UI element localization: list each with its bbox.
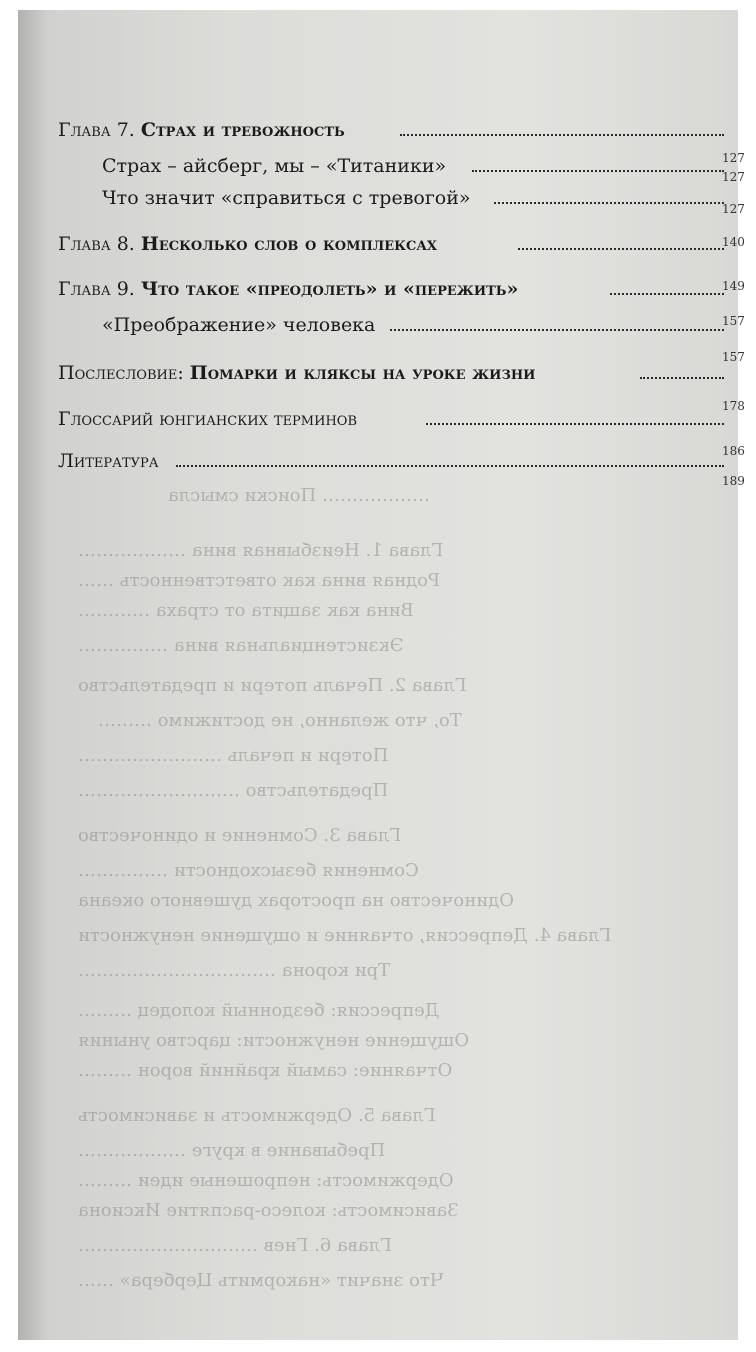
dot-leader [176, 465, 724, 467]
toc-entry [18, 183, 745, 216]
page-number: 186 [722, 444, 745, 458]
entry-title: Что значит «справиться с тревогой» [102, 187, 471, 209]
dot-leader [640, 377, 724, 379]
toc-entry [18, 151, 745, 184]
chapter-prefix: Глава 9. [58, 278, 141, 300]
dot-leader [472, 170, 724, 172]
entry-title: Страх и тревожность [140, 119, 345, 141]
dot-leader [494, 202, 724, 204]
toc-entry [18, 474, 745, 510]
toc-entry [18, 229, 745, 259]
bleed-through-text: ……………… Поиски смысла Глава 1. Неизбывная вина ……………… Родная вина как ответственность …… Вина как защита от страха ………… Экзистенциальная вина …………… Глава 2. Печаль потери и предательство То, что желанно, не достижимо ……… Потери и печаль …………………… Предательство ……………………… Глава 3. Сомнение и одиночество Сомнения безысходности …………… Одиночество на просторах душевного океана Глава 4. Депрессия, отчаяние и ощущение ненужности Три корона …………………………… Депрессия: бездонный колодец ……… Ощущение ненужности: царство уныния Отчаяние: самый крайний ворон ……… Глава 5. Одержимость и зависимость Пребывание в круге ……………… Одержимость: непрошеные идеи ……… Зависимость: колесо-распятие Иксиона Глава 6. Гнев ………………………… Что значит «накормить Цербера» …… [78, 485, 612, 1291]
dot-leader [518, 248, 724, 250]
entry-title: Помарки и кляксы на уроке жизни [189, 362, 536, 384]
toc-entry [18, 115, 745, 165]
page-number: 140 [722, 235, 745, 249]
page-number: 127 [722, 151, 745, 165]
entry-title: Страх – айсберг, мы – «Титаники» [102, 155, 447, 177]
page-number: 189 [722, 474, 745, 488]
dot-leader [390, 329, 724, 331]
toc-entry [18, 310, 745, 340]
table-of-contents [18, 10, 745, 1340]
chapter-prefix: Глава 8. [58, 233, 141, 255]
page-number: 149 [722, 279, 745, 293]
page-number: 127 [722, 202, 745, 216]
entry-title: Что такое «преодолеть» и «пережить» [140, 278, 519, 300]
page-number: 157 [722, 350, 745, 364]
dot-leader [426, 423, 724, 425]
toc-entry [18, 274, 745, 304]
entry-title: «Преображение» человека [102, 314, 376, 336]
entry-title: Глоссарий юнгианских терминов [58, 408, 358, 430]
toc-entry [18, 444, 745, 476]
chapter-prefix: Глава 7. [58, 119, 141, 141]
dot-leader [610, 293, 724, 295]
entry-title: Несколько слов о комплексах [140, 233, 438, 255]
toc-entry [18, 350, 745, 388]
page-number: 157 [722, 314, 745, 328]
toc-entry [18, 399, 745, 434]
book-page [18, 10, 745, 1340]
entry-title: Литература [58, 450, 159, 472]
chapter-prefix: Послесловие: [58, 362, 190, 384]
page-number: 178 [722, 399, 745, 413]
page-number: 127 [722, 170, 745, 184]
dot-leader [400, 134, 724, 136]
